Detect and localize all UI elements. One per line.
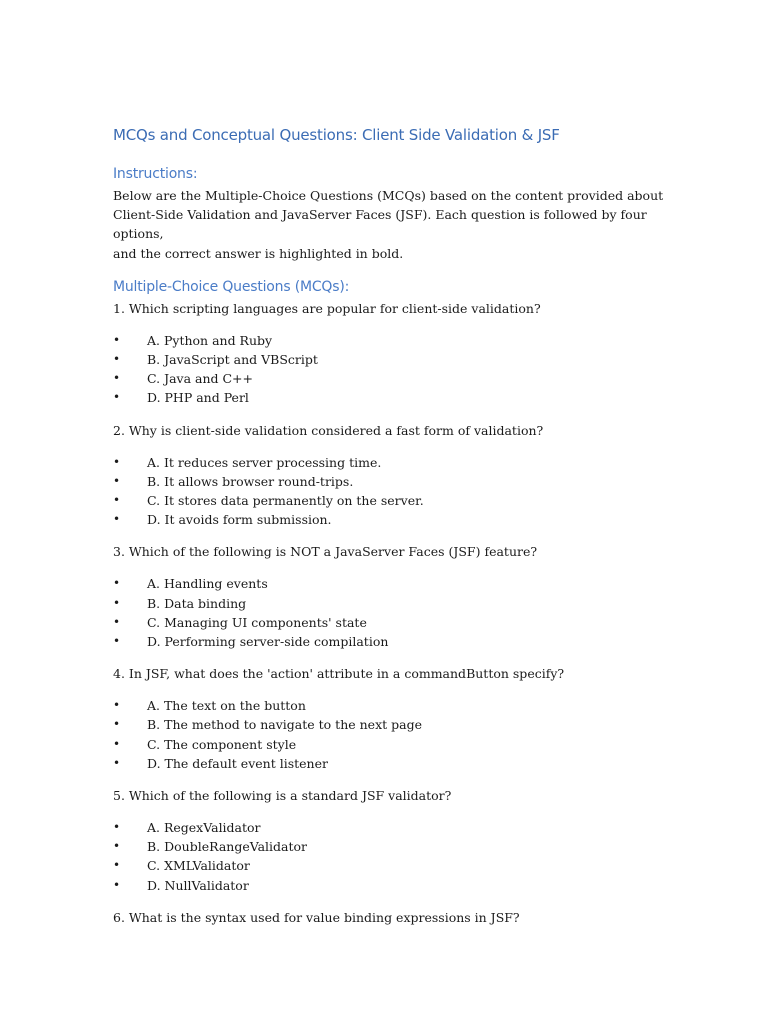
question-text: 5. Which of the following is a standard JSF validator?: [113, 788, 452, 804]
option-text: A. It reduces server processing time.: [147, 454, 382, 470]
question-list: [113, 299, 673, 927]
bullet-icon: •: [113, 576, 121, 591]
option-text: B. It allows browser round-trips.: [147, 473, 354, 489]
option-item: [113, 735, 673, 754]
document-title: MCQs and Conceptual Questions: Client Side Validation & JSF: [113, 126, 560, 144]
option-text: A. Python and Ruby: [147, 332, 273, 348]
option-item: [113, 510, 673, 529]
bullet-icon: •: [113, 717, 121, 732]
option-item: [113, 696, 673, 715]
option-text: C. Java and C++: [147, 371, 254, 387]
question-text: 3. Which of the following is NOT a JavaServer Faces (JSF) feature?: [113, 544, 538, 560]
option-list: [113, 331, 673, 408]
option-text: D. PHP and Perl: [147, 390, 249, 406]
bullet-icon: •: [113, 736, 121, 751]
option-list: [113, 574, 673, 651]
bullet-icon: •: [113, 755, 121, 770]
option-text: B. The method to navigate to the next page: [147, 717, 422, 733]
instructions-line: and the correct answer is highlighted in bold.: [113, 245, 404, 261]
option-item: [113, 613, 673, 632]
option-item: [113, 876, 673, 895]
instructions-line: Below are the Multiple-Choice Questions (MCQs) based on the content provided about: [113, 188, 664, 203]
option-text: A. RegexValidator: [147, 820, 261, 836]
option-item: [113, 818, 673, 837]
bullet-icon: •: [113, 512, 121, 527]
option-item: [113, 331, 673, 350]
option-text: D. It avoids form submission.: [147, 512, 332, 528]
bullet-icon: •: [113, 839, 121, 854]
option-item: [113, 837, 673, 856]
option-text: C. The component style: [147, 736, 297, 752]
document-page: [113, 124, 673, 940]
option-text: D. NullValidator: [147, 877, 249, 893]
question-text: 4. In JSF, what does the 'action' attribute in a commandButton specify?: [113, 666, 565, 682]
option-text: B. Data binding: [147, 595, 247, 611]
option-item: [113, 350, 673, 369]
option-text: C. It stores data permanently on the server.: [147, 493, 424, 509]
bullet-icon: •: [113, 454, 121, 469]
option-item: [113, 369, 673, 388]
bullet-icon: •: [113, 698, 121, 713]
option-item: [113, 388, 673, 407]
bullet-icon: •: [113, 332, 121, 347]
option-text: B. JavaScript and VBScript: [147, 352, 318, 368]
mcq-heading: Multiple-Choice Questions (MCQs):: [113, 278, 350, 295]
bullet-icon: •: [113, 858, 121, 873]
instructions-line: Client-Side Validation and JavaServer Faces (JSF). Each question is followed by four options,: [113, 207, 647, 242]
question-text: 1. Which scripting languages are popular for client-side validation?: [113, 300, 541, 316]
bullet-icon: •: [113, 595, 121, 610]
bullet-icon: •: [113, 371, 121, 386]
option-item: [113, 594, 673, 613]
bullet-icon: •: [113, 473, 121, 488]
option-list: [113, 818, 673, 895]
option-list: [113, 453, 673, 530]
bullet-icon: •: [113, 352, 121, 367]
instructions-heading: Instructions:: [113, 166, 198, 182]
option-text: D. Performing server-side compilation: [147, 634, 389, 650]
option-text: C. Managing UI components' state: [147, 614, 367, 630]
option-item: [113, 453, 673, 472]
option-text: A. Handling events: [147, 576, 268, 592]
instructions-text: [113, 186, 673, 263]
option-text: D. The default event listener: [147, 755, 328, 771]
bullet-icon: •: [113, 877, 121, 892]
option-text: A. The text on the button: [147, 698, 306, 714]
question-text: 6. What is the syntax used for value binding expressions in JSF?: [113, 909, 520, 925]
option-list: [113, 696, 673, 773]
option-text: C. XMLValidator: [147, 858, 250, 874]
bullet-icon: •: [113, 634, 121, 649]
option-item: [113, 632, 673, 651]
bullet-icon: •: [113, 493, 121, 508]
bullet-icon: •: [113, 614, 121, 629]
option-item: [113, 754, 673, 773]
option-item: [113, 472, 673, 491]
option-item: [113, 856, 673, 875]
option-item: [113, 491, 673, 510]
option-item: [113, 715, 673, 734]
question-text: 2. Why is client-side validation considered a fast form of validation?: [113, 422, 544, 438]
option-text: B. DoubleRangeValidator: [147, 839, 308, 855]
bullet-icon: •: [113, 390, 121, 405]
bullet-icon: •: [113, 820, 121, 835]
option-item: [113, 574, 673, 593]
